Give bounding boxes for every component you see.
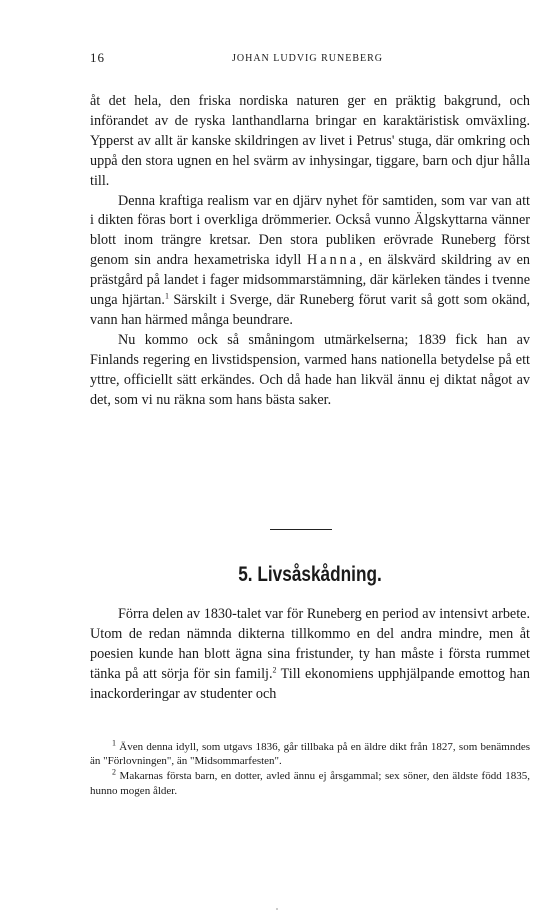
section-heading: 5. Livsåskådning. (238, 563, 382, 586)
paragraph (90, 605, 530, 705)
footnote-mark: 2 (112, 767, 116, 777)
running-head (90, 50, 530, 68)
footnote-ref: 1 (164, 291, 169, 301)
paragraph: Nu kommo ock så småningom utmärkelserna; 1839 fick han av Finlands regering en livstidspension, varmed hans nationella betydelse på ett yttre, officiellt sätt erkändes. Och då hade han likväl ännu ej diktat något av det, som vi nu räkna som hans bästa saker. (90, 331, 530, 408)
footnote (90, 740, 530, 768)
section-divider (270, 529, 332, 530)
text-run: Särskilt i Sverge, där Runeberg förut varit så gott som okänd, vann han härmed många beundrare. (90, 292, 530, 328)
text-run: Denna kraftiga realism var en djärv nyhet för samtiden, som var van att i dikten föras bort i overkliga drömmerier. Också vunno Älgskyttarna vänner blott inom trängre kretsar. Den stora publiken erövrade Runeberg först genom sin andra hexametriska idyll (90, 192, 530, 269)
paragraph: åt det hela, den friska nordiska naturen ger en präktig bakgrund, och införandet av de ryska lanthandlarna bringar en karaktäristisk omväxling. Ypperst av allt är kanske skildringen av livet i Petrus' stuga, där omkring och uppå den stora ugnen en hel svärm av inhysingar, tiggare, barn och djur hålla till. (90, 93, 530, 189)
footnote-text: Makarnas första barn, en dotter, avled ännu ej årsgammal; sex söner, den äldste född 1835, hunno mogen ålder. (90, 770, 530, 797)
text-run: Till ekonomiens upphjälpande emottog han inackorderingar av studenter och (90, 665, 530, 702)
footnote-mark: 1 (112, 738, 116, 748)
main-text (90, 92, 530, 411)
text-run: , en älskvärd skildring av en prästgård på landet i fager midsommarstämning, där kärleken tändes i tvenne unga hjärtan. (90, 252, 530, 309)
footnote-text: Även denna idyll, som utgavs 1836, går tillbaka på en äldre dikt från 1827, som benämndes än "Förlovningen", än "Midsommarfesten". (90, 741, 530, 768)
section-text (90, 605, 530, 705)
footnotes (90, 740, 530, 798)
emphasized-title: Hanna (307, 252, 360, 269)
footnote-ref: 2 (272, 664, 277, 674)
running-title: JOHAN LUDVIG RUNEBERG (232, 53, 383, 64)
paragraph (90, 192, 530, 331)
print-speck (276, 908, 278, 910)
text-run: Förra delen av 1830-talet var för Runeberg en period av intensivt arbete. Utom de redan nämnda dikterna tillkommo en del andra mindre, men åt poesien kunde han blott ägna sina fristunder, ty han måste i första rummet tänka på att sörja för sin familj. (90, 606, 530, 682)
footnote (90, 769, 530, 797)
page-number: 16 (90, 50, 105, 65)
